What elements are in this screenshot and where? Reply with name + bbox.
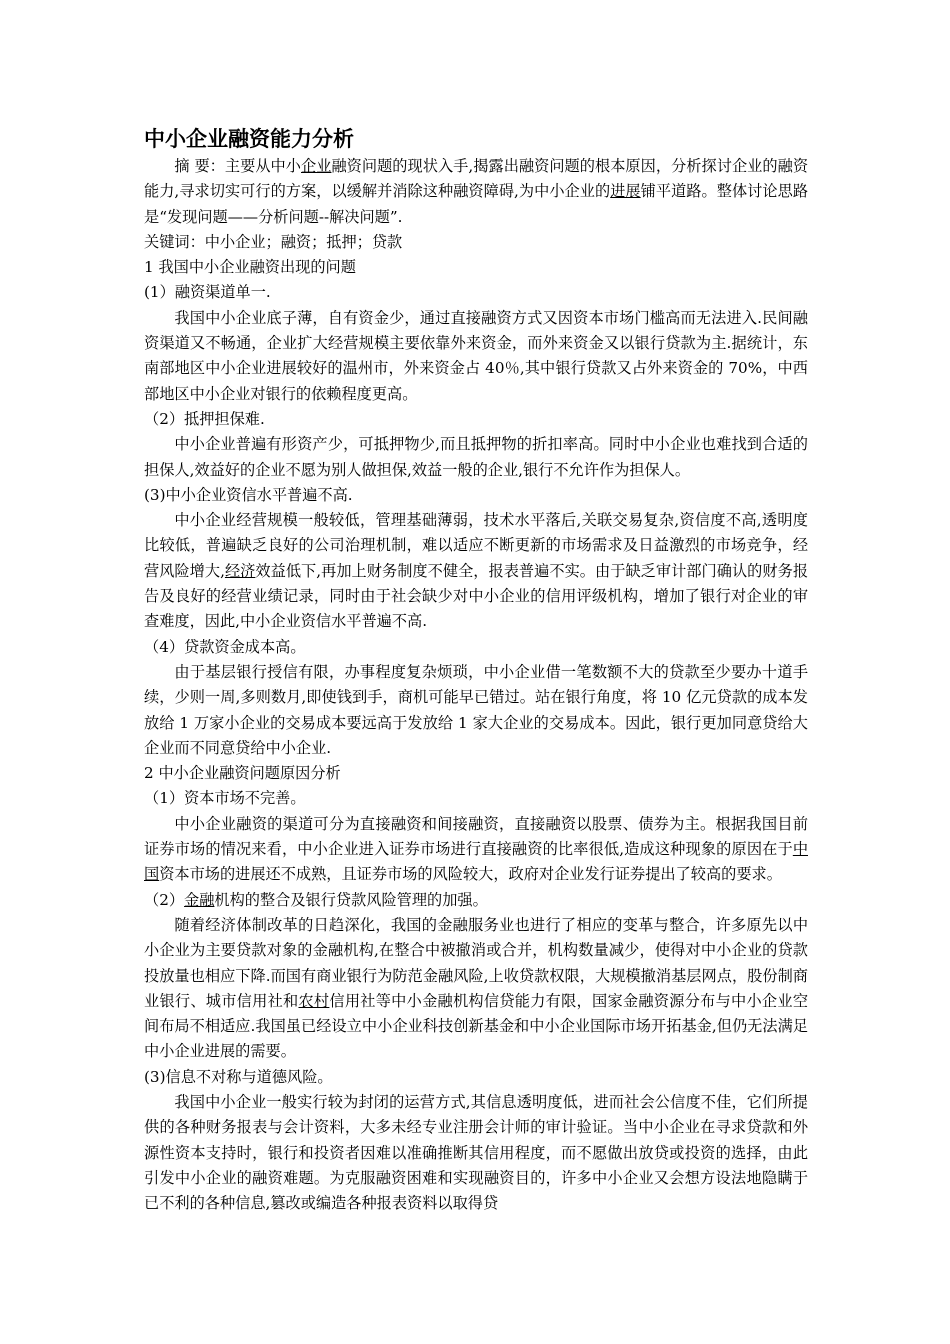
section2-item2-text-b: 信用社等中小金融机构信贷能力有限，国家金融资源分布与中小企业空间布局不相适应.我国虽已经设立中小企业科技创新基金和中小企业国际市场开拓基金,但仍无法满足中小企业进展的需要。 bbox=[144, 991, 809, 1061]
section2-item1-title: （1）资本市场不完善。 bbox=[144, 789, 306, 808]
section2-item2-title-a: （2） bbox=[144, 890, 185, 909]
abstract-text-b: 融资问题的现状入手,揭露出融资问题的根本原因，分析探讨企业的融资能力,寻求切实可行的方案，以缓解并消除这种融资障碍,为中小企业的 bbox=[144, 157, 809, 201]
section1-item3-text-b: 效益低下,再加上财务制度不健全，报表普遍不实。由于缺乏审计部门确认的财务报告及良好的经营业绩记录，同时由于社会缺少对中小企业的信用评级机构，增加了银行对企业的审查难度，因此,中小企业资信水平普遍不高. bbox=[144, 561, 809, 631]
section2-item2-text-a: 随着经济体制改革的日趋深化，我国的金融服务业也进行了相应的变革与整合，许多原先以中小企业为主要贷款对象的金融机构,在整合中被撤消或合并，机构数量减少，使得对中小企业的贷款投放量也相应下降.而国有商业银行为防范金融风险,上收贷款权限，大规模撤消基层网点，股份制商业银行、城市信用社和 bbox=[144, 915, 808, 1010]
section2-item3-title: (3)信息不对称与道德风险。 bbox=[144, 1067, 333, 1086]
document-title: 中小企业融资能力分析 bbox=[144, 127, 354, 151]
section2-item1-text-a: 中小企业融资的渠道可分为直接融资和间接融资，直接融资以股票、债券为主。根据我国目前证券市场的情况来看，中小企业进入证券市场进行直接融资的比率很低,造成这种现象的原因在于 bbox=[144, 814, 808, 859]
link-china[interactable]: 中国 bbox=[144, 840, 808, 884]
link-enterprise[interactable]: 企业 bbox=[301, 157, 332, 175]
link-development[interactable]: 进展 bbox=[610, 182, 641, 201]
section1-item2-body: 中小企业普遍有形资产少，可抵押物少,而且抵押物的折扣率高。同时中小企业也难找到合适的担保人,效益好的企业不愿为别人做担保,效益一般的企业,银行不允许作为担保人。 bbox=[144, 435, 808, 479]
section1-item3-title: (3)中小企业资信水平普遍不高. bbox=[144, 485, 353, 504]
section1-item4-title: （4）贷款资金成本高。 bbox=[144, 637, 306, 656]
link-finance[interactable]: 金融 bbox=[184, 890, 215, 909]
document-body bbox=[144, 124, 808, 1216]
section1-item3-body bbox=[144, 508, 808, 634]
section1-item3-text-a: 中小企业经营规模一般较低，管理基础薄弱，技术水平落后,关联交易复杂,资信度不高,透明度比较低，普遍缺乏良好的公司治理机制，难以适应不断更新的市场需求及日益激烈的市场竞争，经营风险增大, bbox=[144, 511, 808, 580]
section2-item3-body: 我国中小企业一般实行较为封闭的运营方式,其信息透明度低，进而社会公信度不佳，它们所提供的各种财务报表与会计资料，大多未经专业注册会计师的审计验证。当中小企业在寻求贷款和外源性资本支持时，银行和投资者因难以准确推断其信用程度，而不愿做出放贷或投资的选择，由此引发中小企业的融资难题。为克服融资困难和实现融资目的，许多中小企业又会想方设法地隐瞒于已不利的各种信息,篡改或编造各种报表资料以取得贷 bbox=[144, 1092, 808, 1213]
section1-item2-title: （2）抵押担保难. bbox=[144, 409, 265, 428]
section2-item2-body bbox=[144, 913, 808, 1065]
abstract-text-a: 摘 要：主要从中小 bbox=[174, 157, 301, 175]
link-rural[interactable]: 农村 bbox=[298, 991, 330, 1010]
abstract-text-c: 铺平道路。整体讨论思路是“发现问题——分析问题--解决问题”. bbox=[144, 182, 809, 226]
abstract-paragraph bbox=[144, 154, 808, 230]
keywords-line: 关键词：中小企业；融资；抵押；贷款 bbox=[144, 232, 403, 251]
section2-item1-body bbox=[144, 812, 808, 888]
section1-item1-title: (1）融资渠道单一. bbox=[144, 283, 271, 302]
section2-item2-title bbox=[144, 888, 808, 913]
section1-heading: 1 我国中小企业融资出现的问题 bbox=[144, 258, 356, 277]
section1-item1-body: 我国中小企业底子薄，自有资金少，通过直接融资方式又因资本市场门槛高而无法进入.民间融资渠道又不畅通，企业扩大经营规模主要依靠外来资金，而外来资金又以银行贷款为主.据统计，东南部地区中小企业进展较好的温州市，外来资金占 40％,其中银行贷款又占外来资金的 70%，中西部地区中小企业对银行的依赖程度更高。 bbox=[144, 308, 808, 403]
section2-item2-title-b: 机构的整合及银行贷款风险管理的加强。 bbox=[214, 890, 488, 909]
section1-item4-body: 由于基层银行授信有限，办事程度复杂烦琐，中小企业借一笔数额不大的贷款至少要办十道手续，少则一周,多则数月,即使钱到手，商机可能早已错过。站在银行角度，将 10 亿元贷款的成本发放给 1 万家小企业的交易成本要远高于发放给 1 家大企业的交易成本。因此，银行更加同意贷给大企业而不同意贷给中小企业. bbox=[144, 662, 808, 757]
section2-heading: 2 中小企业融资问题原因分析 bbox=[144, 764, 341, 783]
section2-item1-text-b: 资本市场的进展还不成熟，且证券市场的风险较大，政府对企业发行证券提出了较高的要求。 bbox=[159, 865, 782, 884]
link-economy[interactable]: 经济 bbox=[224, 561, 256, 580]
